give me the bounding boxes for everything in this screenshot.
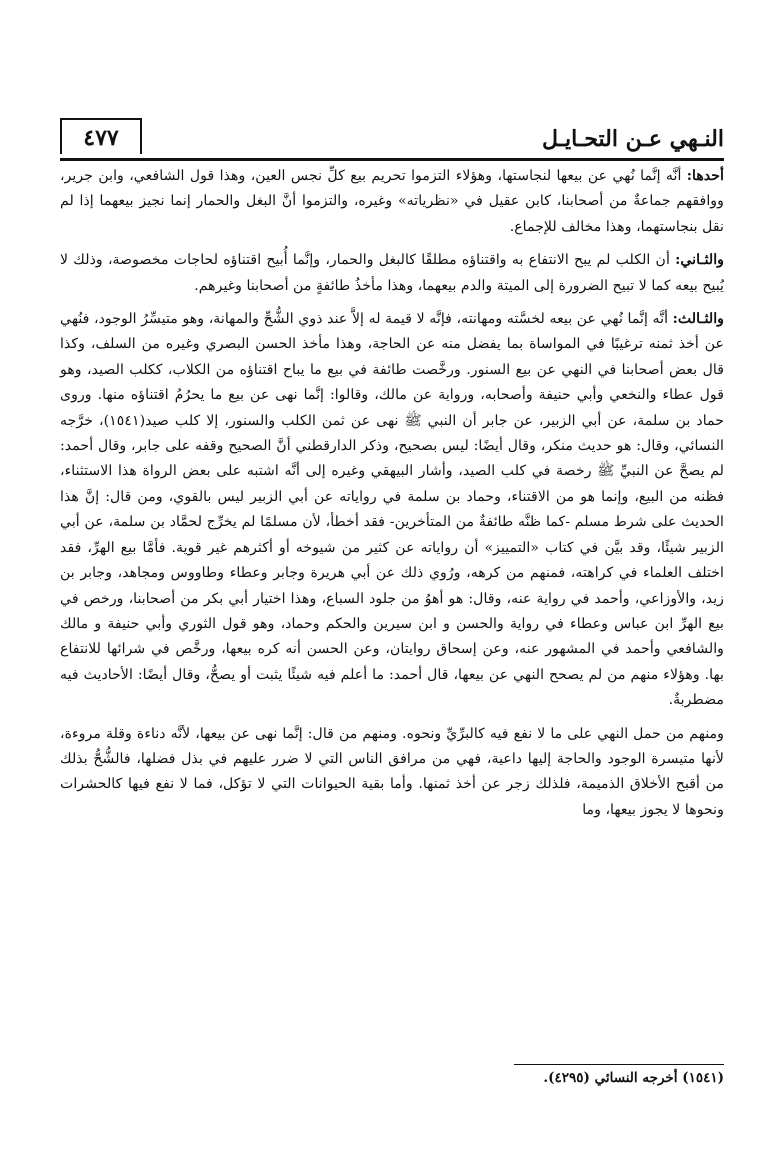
paragraph-fourth — [60, 722, 724, 824]
paragraph-second — [60, 248, 724, 299]
footnote: (١٥٤١) أخرجه النسائي (٤٢٩٥). — [543, 1070, 724, 1086]
paragraph-text: أن الكلب لم يبح الانتفاع به واقتناؤه مطلقًا كالبغل والحمار، وإنَّما أُبيح اقتناؤه لحاجات مخصوصة، وذلك لا يُبيح بيعه كما لا تبيح الضرورة إلى الميتة والدم بيعهما، وهذا مأخذُ طائفةٍ من أصحابنا وغيرهم. — [60, 252, 724, 294]
paragraph-text: أنَّه إنَّما نُهي عن بيعها لنجاستها، وهؤلاء التزموا تحريم بيع كلِّ نجس العين، وهذا قول الشافعي، وابن جرير، ووافقهم جماعةٌ من أصحابنا، كابن عقيل في «نظرياته» وغيره، والتزموا أنَّ البغل والحمار إنما نجيز بيعهما إذا لم نقل بنجاستهما، وهذا مخالف للإجماع. — [60, 168, 724, 235]
page-header — [60, 118, 724, 160]
page-number-box — [60, 118, 142, 154]
body-text — [60, 164, 724, 823]
paragraph-text: ومنهم من حمل النهي على ما لا نفع فيه كالبرِّيِّ ونحوه. ومنهم من قال: إنَّما نهى عن بيعها، لأنَّه دناءة وقلة مروءة، لأنها متيسرة الوجود والحاجة إليها داعية، فهي من مرافق الناس التي لا ضرر عليهم في بذل فضلها، فالشُّحُّ بذلك من أقبح الأخلاق الذميمة، فلذلك زجر عن أخذ ثمنها. وأما بقية الحيوانات التي لا تؤكل، فما لا نفع فيها كالحشرات ونحوها لا يجوز بيعها، وما — [60, 725, 724, 818]
header-rule — [60, 158, 724, 161]
paragraph-text: أنَّه إنَّما نُهي عن بيعه لخسَّته ومهانته، فإنَّه لا قيمة له إلاَّ عند ذوي الشُّحِّ والمهانة، وهو متيسِّرُ الوجود، فنُهي عن أخذ ثمنه ترغيبًا في المواساة بما يفضل منه عن الحاجة، وهذا مأخذ الحسن البصري وغيره من السلف، وكذا قال بعض أصحابنا في النهي عن بيع السنور. ورخَّصت طائفة في بيع ما يباح اقتناؤه من الكلاب، ككلب الصيد، وهو قول عطاء والنخعي وأبي حنيفة وأصحابه، ورواية عن مالك، وقالوا: إنَّما نهى عن بيع ما يحرُمُ اقتناؤه منها. وروى حماد بن سلمة، عن أبي الزبير، عن جابر أن النبي ﷺ نهى عن ثمن الكلب والسنور، إلا كلب صيد(١٥٤١)، خرَّجه النسائي، وقال: هو حديث منكر، وقال أيضًا: ليس بصحيح، وذكر الدارقطني أنَّ الصحيح وقفه على جابر، وقال أحمد: لم يصحَّ عن النبيِّ ﷺ رخصة في كلب الصيد، وأشار البيهقي وغيره إلى أنَّه اشتبه على بعض الرواة هذا الاستثناء، فظنه من البيع، وإنما هو من الاقتناء، وحماد بن سلمة في رواياته عن أبي الزبير ليس بالقوي، ومن قال: إنَّ هذا الحديث على شرط مسلم -كما ظنَّه طائفةٌ من المتأخرين- فقد أخطأ، لأن مسلمًا لم يخرِّج لحمَّاد بن سلمة، عن أبي الزبير شيئًا، وقد بيَّن في كتاب «التمييز» أن رواياته عن كثير من شيوخه أو أكثرهم غير قوية. فأمَّا بيع الهرِّ، فقد اختلف العلماء في كراهته، فمنهم من كرهه، ورُوي ذلك عن أبي هريرة وجابر وعطاء وطاووس ومجاهد، وجابر بن زيد، والأوزاعي، وأحمد في رواية عنه، وقال: هو أهوُ من جلود السباع، وهذا اختيار أبي بكر من أصحابنا، ورخص في بيع الهرِّ ابن عباس وعطاء في رواية والحسن و ابن سيرين والحكم وحماد، وهو قول الثوري وأبي حنيفة و مالك والشافعي وأحمد في المشهور عنه، وعن إسحاق روايتان، وعن الحسن أنه كره بيعها، ورخَّص في شرائها للانتفاع بها. وهؤلاء منهم من لم يصحح النهي عن بيعها، قال أحمد: ما أعلم فيه شيئًا يثبت أو يصحُّ، وقال أيضًا: الأحاديث فيه مضطربةٌ. — [60, 311, 724, 709]
book-page — [60, 118, 724, 1128]
paragraph-lead: والثـالث: — [672, 311, 724, 328]
paragraph-lead: والثـاني: — [675, 252, 724, 269]
page-number: ٤٧٧ — [83, 125, 119, 151]
paragraph-third — [60, 307, 724, 714]
footnote-rule — [514, 1064, 724, 1065]
paragraph-first — [60, 164, 724, 240]
running-title: النـهي عـن التحـايـل — [541, 126, 724, 152]
paragraph-lead: أحدها: — [686, 168, 724, 184]
